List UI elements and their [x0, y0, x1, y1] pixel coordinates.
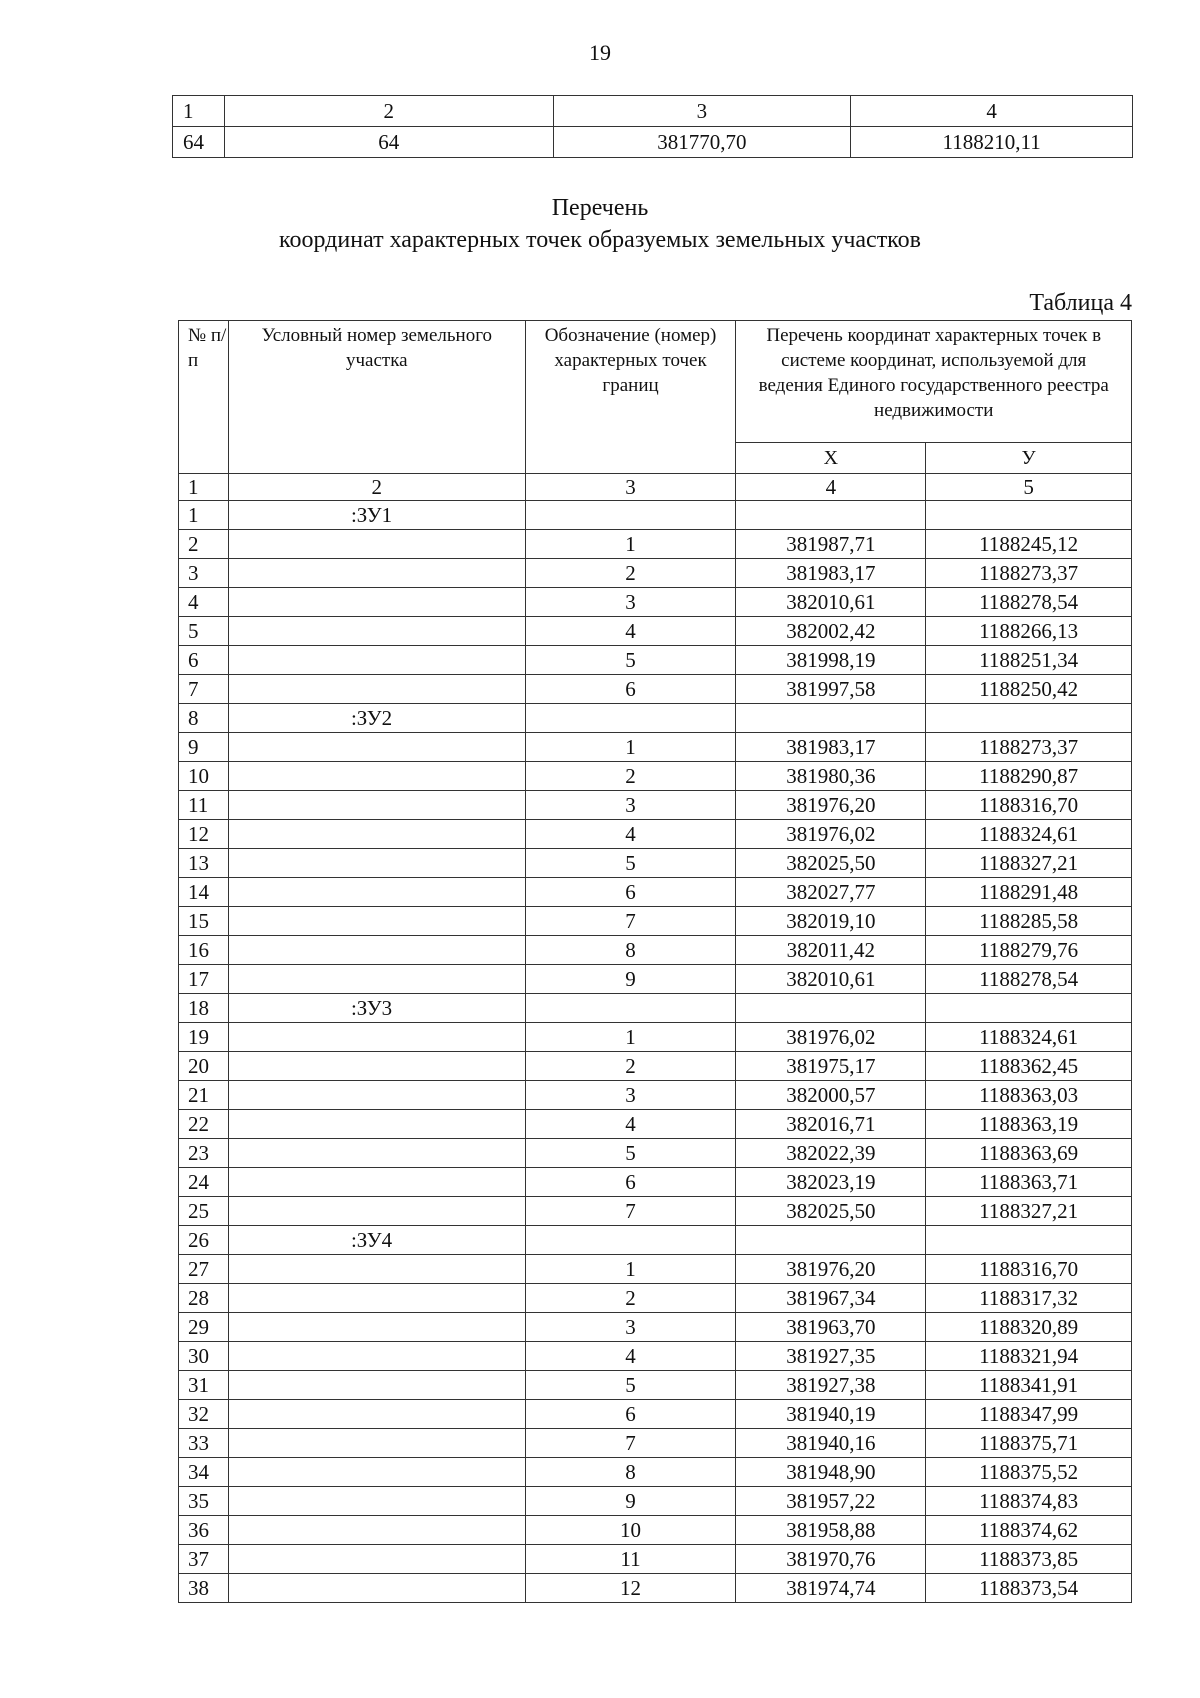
- column-number: 1: [179, 474, 229, 501]
- x-coordinate: 381976,20: [736, 791, 926, 820]
- continuation-table: [172, 95, 1133, 158]
- x-coordinate: 381948,90: [736, 1458, 926, 1487]
- x-coordinate: 381770,70: [553, 127, 851, 158]
- y-coordinate: 1188285,58: [926, 907, 1132, 936]
- parcel-number: [228, 617, 525, 646]
- parcel-number: [228, 1052, 525, 1081]
- parcel-number: [228, 820, 525, 849]
- point-number: [525, 501, 736, 530]
- row-number: 22: [179, 1110, 229, 1139]
- point-number: 9: [525, 965, 736, 994]
- table-row: [179, 762, 1132, 791]
- x-coordinate: [736, 501, 926, 530]
- x-coordinate: 382000,57: [736, 1081, 926, 1110]
- x-coordinate: 381998,19: [736, 646, 926, 675]
- parcel-number: [228, 1023, 525, 1052]
- continuation-header-row: [173, 96, 1133, 127]
- header-row: [179, 321, 1132, 443]
- row-number: 4: [179, 588, 229, 617]
- header-point: Обозначение (номер) характерных точек границ: [525, 321, 736, 474]
- parcel-number: [228, 588, 525, 617]
- column-number: 2: [228, 474, 525, 501]
- column-number-row: [179, 474, 1132, 501]
- point-number: 6: [525, 675, 736, 704]
- parcel-number: :ЗУ4: [228, 1226, 525, 1255]
- point-number: 12: [525, 1574, 736, 1603]
- parcel-number: [228, 1313, 525, 1342]
- x-coordinate: 382010,61: [736, 588, 926, 617]
- row-number: 64: [173, 127, 225, 158]
- row-number: 12: [179, 820, 229, 849]
- x-coordinate: [736, 1226, 926, 1255]
- row-number: 20: [179, 1052, 229, 1081]
- column-number: 3: [525, 474, 736, 501]
- parcel-number: [228, 1342, 525, 1371]
- row-number: 28: [179, 1284, 229, 1313]
- point-number: 1: [525, 530, 736, 559]
- point-number: 64: [224, 127, 553, 158]
- x-coordinate: 381987,71: [736, 530, 926, 559]
- row-number: 19: [179, 1023, 229, 1052]
- point-number: 7: [525, 1197, 736, 1226]
- point-number: 2: [525, 762, 736, 791]
- point-number: 5: [525, 849, 736, 878]
- point-number: 3: [525, 588, 736, 617]
- point-number: 4: [525, 1342, 736, 1371]
- point-number: [525, 1226, 736, 1255]
- x-coordinate: 382011,42: [736, 936, 926, 965]
- row-number: 27: [179, 1255, 229, 1284]
- parcel-number: [228, 646, 525, 675]
- table-row: [179, 849, 1132, 878]
- y-coordinate: 1188363,03: [926, 1081, 1132, 1110]
- table-row: [179, 588, 1132, 617]
- y-coordinate: 1188273,37: [926, 733, 1132, 762]
- y-coordinate: 1188266,13: [926, 617, 1132, 646]
- point-number: 1: [525, 1255, 736, 1284]
- table-row: [179, 1110, 1132, 1139]
- header-no: № п/п: [179, 321, 229, 474]
- y-coordinate: [926, 994, 1132, 1023]
- row-number: 6: [179, 646, 229, 675]
- y-coordinate: 1188375,71: [926, 1429, 1132, 1458]
- row-number: 7: [179, 675, 229, 704]
- table-row: [179, 617, 1132, 646]
- point-number: 5: [525, 1139, 736, 1168]
- x-coordinate: 382027,77: [736, 878, 926, 907]
- table-label: Таблица 4: [1029, 290, 1132, 316]
- y-coordinate: 1188316,70: [926, 791, 1132, 820]
- table-row: [179, 704, 1132, 733]
- table-row: [173, 127, 1133, 158]
- x-coordinate: 382002,42: [736, 617, 926, 646]
- point-number: 8: [525, 1458, 736, 1487]
- row-number: 31: [179, 1371, 229, 1400]
- row-number: 35: [179, 1487, 229, 1516]
- parcel-number: :ЗУ1: [228, 501, 525, 530]
- point-number: 2: [525, 1052, 736, 1081]
- row-number: 17: [179, 965, 229, 994]
- parcel-number: [228, 530, 525, 559]
- parcel-number: [228, 675, 525, 704]
- point-number: 11: [525, 1545, 736, 1574]
- table-row: [179, 878, 1132, 907]
- parcel-number: [228, 762, 525, 791]
- table-row: [179, 965, 1132, 994]
- x-coordinate: 382023,19: [736, 1168, 926, 1197]
- y-coordinate: 1188278,54: [926, 965, 1132, 994]
- parcel-number: [228, 1255, 525, 1284]
- x-coordinate: [736, 994, 926, 1023]
- row-number: 9: [179, 733, 229, 762]
- point-number: 9: [525, 1487, 736, 1516]
- x-coordinate: 381940,16: [736, 1429, 926, 1458]
- parcel-number: [228, 1110, 525, 1139]
- row-number: 24: [179, 1168, 229, 1197]
- row-number: 37: [179, 1545, 229, 1574]
- table-row: [179, 675, 1132, 704]
- table-row: [179, 1487, 1132, 1516]
- column-number: 4: [851, 96, 1133, 127]
- table-row: [179, 1255, 1132, 1284]
- row-number: 23: [179, 1139, 229, 1168]
- column-number: 5: [926, 474, 1132, 501]
- title-line-2: координат характерных точек образуемых земельных участков: [279, 227, 921, 253]
- row-number: 29: [179, 1313, 229, 1342]
- parcel-number: [228, 878, 525, 907]
- parcel-number: [228, 1574, 525, 1603]
- parcel-number: [228, 1545, 525, 1574]
- row-number: 25: [179, 1197, 229, 1226]
- y-coordinate: 1188363,19: [926, 1110, 1132, 1139]
- table-row: [179, 1313, 1132, 1342]
- parcel-number: [228, 1139, 525, 1168]
- y-coordinate: 1188363,69: [926, 1139, 1132, 1168]
- table-row: [179, 1400, 1132, 1429]
- y-coordinate: 1188374,62: [926, 1516, 1132, 1545]
- x-coordinate: 381940,19: [736, 1400, 926, 1429]
- row-number: 10: [179, 762, 229, 791]
- x-coordinate: [736, 704, 926, 733]
- y-coordinate: 1188327,21: [926, 849, 1132, 878]
- document-title: [0, 192, 1200, 256]
- row-number: 32: [179, 1400, 229, 1429]
- row-number: 36: [179, 1516, 229, 1545]
- table-row: [179, 1574, 1132, 1603]
- point-number: 5: [525, 1371, 736, 1400]
- y-coordinate: 1188245,12: [926, 530, 1132, 559]
- table-row: [179, 791, 1132, 820]
- parcel-number: [228, 559, 525, 588]
- point-number: [525, 994, 736, 1023]
- parcel-number: :ЗУ2: [228, 704, 525, 733]
- y-coordinate: 1188375,52: [926, 1458, 1132, 1487]
- x-coordinate: 381983,17: [736, 733, 926, 762]
- x-coordinate: 381976,02: [736, 1023, 926, 1052]
- column-number: 3: [553, 96, 851, 127]
- table-row: [179, 1371, 1132, 1400]
- point-number: 6: [525, 1400, 736, 1429]
- parcel-number: [228, 1284, 525, 1313]
- row-number: 14: [179, 878, 229, 907]
- point-number: 3: [525, 1313, 736, 1342]
- table-row: [179, 530, 1132, 559]
- parcel-number: [228, 907, 525, 936]
- row-number: 8: [179, 704, 229, 733]
- table-row: [179, 1284, 1132, 1313]
- parcel-number: [228, 1371, 525, 1400]
- table-row: [179, 1342, 1132, 1371]
- y-coordinate: [926, 704, 1132, 733]
- x-coordinate: 381983,17: [736, 559, 926, 588]
- row-number: 3: [179, 559, 229, 588]
- x-coordinate: 382019,10: [736, 907, 926, 936]
- table-row: [179, 1458, 1132, 1487]
- x-coordinate: 381976,20: [736, 1255, 926, 1284]
- table-row: [179, 1139, 1132, 1168]
- coordinates-table: [178, 320, 1132, 1603]
- point-number: 10: [525, 1516, 736, 1545]
- point-number: 4: [525, 1110, 736, 1139]
- point-number: 4: [525, 820, 736, 849]
- header-coords: Перечень координат характерных точек в системе координат, используемой для ведения Единого государственного реестра недвижимости: [736, 321, 1132, 443]
- point-number: [525, 704, 736, 733]
- x-coordinate: 381997,58: [736, 675, 926, 704]
- table-row: [179, 1429, 1132, 1458]
- y-coordinate: 1188373,54: [926, 1574, 1132, 1603]
- row-number: 18: [179, 994, 229, 1023]
- y-coordinate: 1188278,54: [926, 588, 1132, 617]
- row-number: 11: [179, 791, 229, 820]
- point-number: 2: [525, 559, 736, 588]
- parcel-number: [228, 1197, 525, 1226]
- row-number: 1: [179, 501, 229, 530]
- y-coordinate: 1188291,48: [926, 878, 1132, 907]
- table-row: [179, 1052, 1132, 1081]
- x-coordinate: 381974,74: [736, 1574, 926, 1603]
- parcel-number: :ЗУ3: [228, 994, 525, 1023]
- table-row: [179, 646, 1132, 675]
- parcel-number: [228, 1400, 525, 1429]
- parcel-number: [228, 1516, 525, 1545]
- row-number: 30: [179, 1342, 229, 1371]
- table-row: [179, 1168, 1132, 1197]
- point-number: 7: [525, 907, 736, 936]
- x-coordinate: 381980,36: [736, 762, 926, 791]
- x-coordinate: 382025,50: [736, 849, 926, 878]
- x-coordinate: 381957,22: [736, 1487, 926, 1516]
- y-coordinate: 1188324,61: [926, 820, 1132, 849]
- point-number: 3: [525, 791, 736, 820]
- y-coordinate: [926, 501, 1132, 530]
- point-number: 5: [525, 646, 736, 675]
- table-row: [179, 1516, 1132, 1545]
- y-coordinate: 1188324,61: [926, 1023, 1132, 1052]
- point-number: 1: [525, 1023, 736, 1052]
- point-number: 2: [525, 1284, 736, 1313]
- y-coordinate: 1188316,70: [926, 1255, 1132, 1284]
- row-number: 33: [179, 1429, 229, 1458]
- point-number: 6: [525, 1168, 736, 1197]
- y-coordinate: 1188327,21: [926, 1197, 1132, 1226]
- y-coordinate: 1188250,42: [926, 675, 1132, 704]
- point-number: 3: [525, 1081, 736, 1110]
- table-row: [179, 733, 1132, 762]
- y-coordinate: 1188363,71: [926, 1168, 1132, 1197]
- point-number: 4: [525, 617, 736, 646]
- table-row: [179, 907, 1132, 936]
- y-coordinate: 1188373,85: [926, 1545, 1132, 1574]
- y-coordinate: 1188347,99: [926, 1400, 1132, 1429]
- x-coordinate: 382025,50: [736, 1197, 926, 1226]
- parcel-number: [228, 849, 525, 878]
- table-row: [179, 1197, 1132, 1226]
- point-number: 6: [525, 878, 736, 907]
- x-coordinate: 381958,88: [736, 1516, 926, 1545]
- header-x: X: [736, 443, 926, 474]
- row-number: 21: [179, 1081, 229, 1110]
- table-row: [179, 501, 1132, 530]
- parcel-number: [228, 1168, 525, 1197]
- row-number: 13: [179, 849, 229, 878]
- column-number: 4: [736, 474, 926, 501]
- title-line-1: Перечень: [551, 195, 649, 221]
- y-coordinate: 1188210,11: [851, 127, 1133, 158]
- row-number: 38: [179, 1574, 229, 1603]
- parcel-number: [228, 1487, 525, 1516]
- parcel-number: [228, 733, 525, 762]
- table-body: [179, 501, 1132, 1603]
- x-coordinate: 382010,61: [736, 965, 926, 994]
- row-number: 2: [179, 530, 229, 559]
- x-coordinate: 382016,71: [736, 1110, 926, 1139]
- parcel-number: [228, 1429, 525, 1458]
- x-coordinate: 381970,76: [736, 1545, 926, 1574]
- y-coordinate: 1188279,76: [926, 936, 1132, 965]
- x-coordinate: 381975,17: [736, 1052, 926, 1081]
- table-row: [179, 1023, 1132, 1052]
- parcel-number: [228, 791, 525, 820]
- y-coordinate: 1188251,34: [926, 646, 1132, 675]
- y-coordinate: 1188321,94: [926, 1342, 1132, 1371]
- y-coordinate: [926, 1226, 1132, 1255]
- y-coordinate: 1188317,32: [926, 1284, 1132, 1313]
- table-row: [179, 1545, 1132, 1574]
- y-coordinate: 1188290,87: [926, 762, 1132, 791]
- table-row: [179, 1226, 1132, 1255]
- row-number: 26: [179, 1226, 229, 1255]
- table-row: [179, 820, 1132, 849]
- point-number: 8: [525, 936, 736, 965]
- y-coordinate: 1188273,37: [926, 559, 1132, 588]
- row-number: 16: [179, 936, 229, 965]
- page-number: 19: [589, 40, 611, 65]
- header-parcel: Условный номер земельного участка: [228, 321, 525, 474]
- table-row: [179, 1081, 1132, 1110]
- column-number: 1: [173, 96, 225, 127]
- table-row: [179, 994, 1132, 1023]
- x-coordinate: 382022,39: [736, 1139, 926, 1168]
- column-number: 2: [224, 96, 553, 127]
- parcel-number: [228, 936, 525, 965]
- row-number: 5: [179, 617, 229, 646]
- table-row: [179, 936, 1132, 965]
- table-row: [179, 559, 1132, 588]
- parcel-number: [228, 1458, 525, 1487]
- point-number: 7: [525, 1429, 736, 1458]
- x-coordinate: 381963,70: [736, 1313, 926, 1342]
- row-number: 15: [179, 907, 229, 936]
- y-coordinate: 1188362,45: [926, 1052, 1132, 1081]
- row-number: 34: [179, 1458, 229, 1487]
- parcel-number: [228, 1081, 525, 1110]
- x-coordinate: 381927,35: [736, 1342, 926, 1371]
- x-coordinate: 381967,34: [736, 1284, 926, 1313]
- x-coordinate: 381927,38: [736, 1371, 926, 1400]
- point-number: 1: [525, 733, 736, 762]
- y-coordinate: 1188320,89: [926, 1313, 1132, 1342]
- x-coordinate: 381976,02: [736, 820, 926, 849]
- parcel-number: [228, 965, 525, 994]
- header-y: У: [926, 443, 1132, 474]
- y-coordinate: 1188341,91: [926, 1371, 1132, 1400]
- y-coordinate: 1188374,83: [926, 1487, 1132, 1516]
